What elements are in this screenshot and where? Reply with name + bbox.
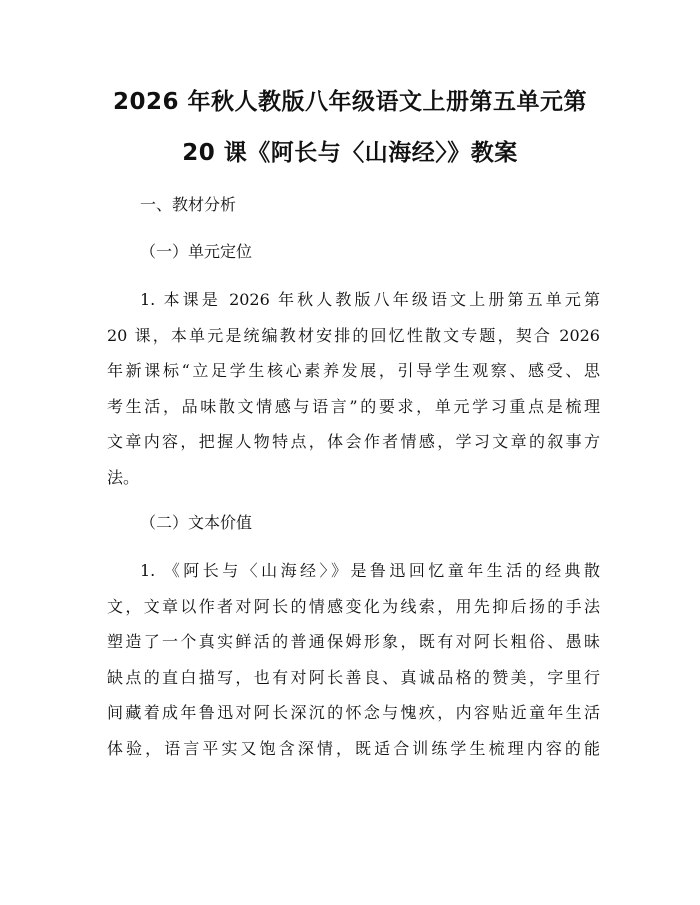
section-heading-textbook-analysis: 一、教材分析 [140, 195, 237, 214]
paragraph-line: 间藏着成年鲁迅对阿长深沉的怀念与愧疚，内容贴近童年生活 [107, 703, 600, 722]
paragraph-line: 年新课标“立足学生核心素养发展，引导学生观察、感受、思 [107, 361, 600, 380]
subsection-heading-unit-positioning: （一）单元定位 [140, 242, 253, 261]
subsection-heading-text-value: （二）文本价值 [140, 513, 253, 532]
paragraph-line: 文章内容，把握人物特点，体会作者情感，学习文章的叙事方 [107, 432, 600, 451]
paragraph-line: 塑造了一个真实鲜活的普通保姆形象，既有对阿长粗俗、愚昧 [107, 632, 600, 651]
paragraph-line: 法。 [107, 467, 140, 487]
paragraph-line: 20 课，本单元是统编教材安排的回忆性散文专题，契合 2026 [107, 325, 600, 345]
paragraph-line: 1. 本课是 2026 年秋人教版八年级语文上册第五单元第 [140, 290, 600, 309]
paragraph-line: 缺点的直白描写，也有对阿长善良、真诚品格的赞美，字里行 [107, 667, 600, 687]
paragraph-line: 考生活，品味散文情感与语言”的要求，单元学习重点是梳理 [107, 396, 600, 416]
paragraph-line: 体验，语言平实又饱含深情，既适合训练学生梳理内容的能 [107, 738, 600, 758]
document-title-line-1: 2026 年秋人教版八年级语文上册第五单元第 [112, 89, 588, 115]
paragraph-line: 1. 《阿长与〈山海经〉》是鲁迅回忆童年生活的经典散 [140, 561, 600, 580]
paragraph-text-value [107, 553, 600, 766]
document-title-line-2: 20 课《阿长与〈山海经〉》教案 [182, 140, 518, 166]
paragraph-unit-positioning [107, 282, 600, 495]
paragraph-line: 文，文章以作者对阿长的情感变化为线索，用先抑后扬的手法 [107, 596, 600, 616]
